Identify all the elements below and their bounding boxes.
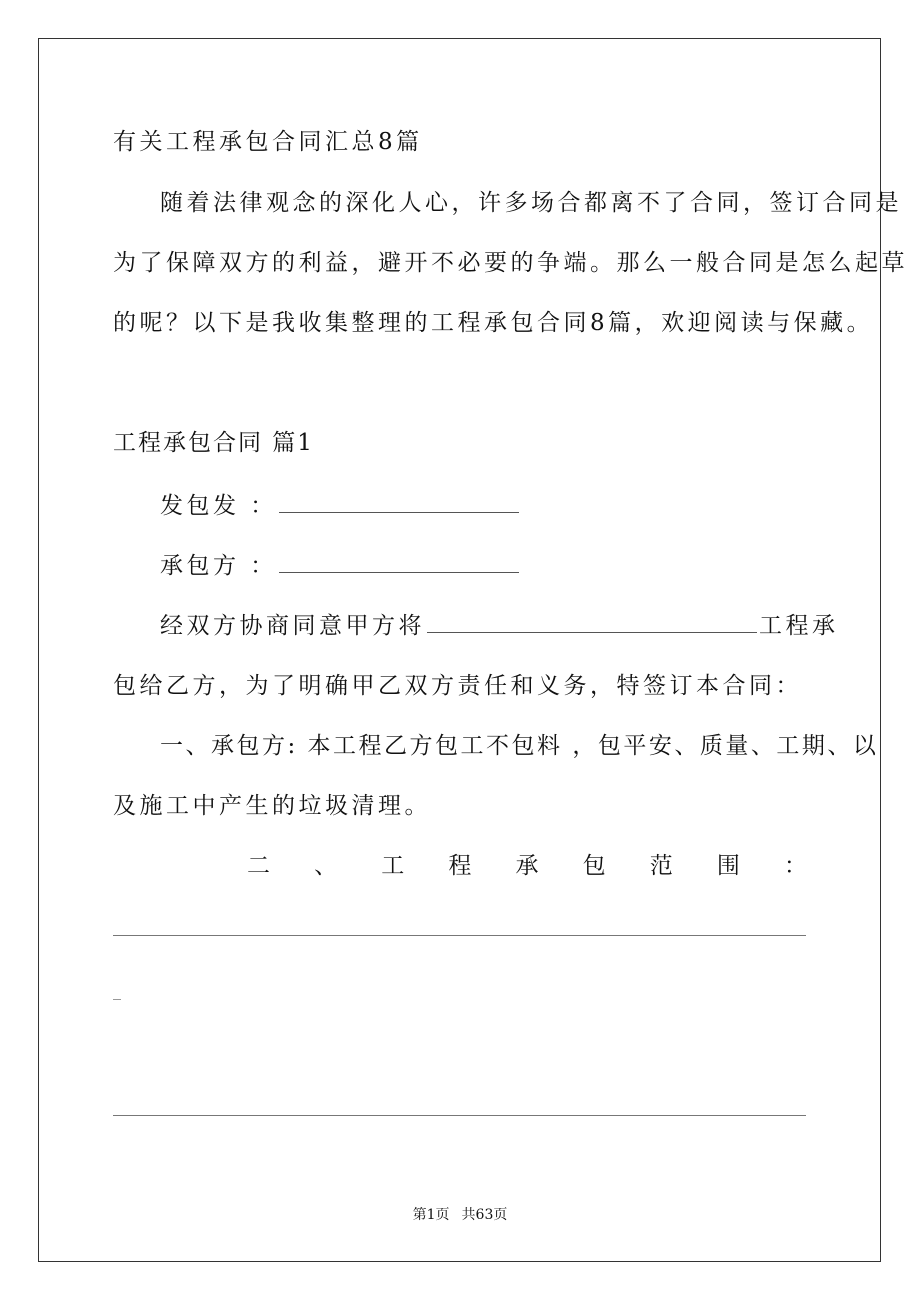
clause-2-char: 、 (314, 853, 338, 879)
intro-line-2: 为了保障双方的利益，避开不必要的争端。那么一般合同是怎么起草 (113, 250, 908, 276)
agreement-line-2: 包给乙方，为了明确甲乙双方责任和义务，特签订本合同： (113, 673, 802, 699)
agreement-line-1 (160, 610, 839, 640)
clause-2-char: 二 (247, 853, 270, 879)
project-name-blank[interactable] (427, 610, 757, 633)
clause-2-char: 包 (582, 853, 606, 879)
party-a-label: 发包发 ： (160, 493, 277, 519)
agreement-suffix: 工程承 (759, 613, 839, 639)
section-title: 工程承包合同 篇1 (113, 430, 314, 456)
clause-1-line-2: 及施工中产生的垃圾清理。 (113, 793, 431, 819)
scope-blank-line-2[interactable] (113, 1115, 806, 1116)
clause-2-char: 围 (716, 853, 740, 879)
clause-2-heading (247, 851, 807, 881)
party-a-blank[interactable] (279, 490, 519, 513)
page-footer (0, 1206, 920, 1224)
clause-1-line-1: 一、承包方: 本工程乙方包工不包料 ，包平安、质量、工期、以 (160, 733, 879, 759)
clause-2-char: 承 (515, 853, 539, 879)
agreement-prefix: 经双方协商同意甲方将 (160, 613, 425, 639)
page-number: 第1页 (412, 1207, 450, 1223)
clause-2-char: ： (784, 853, 807, 879)
intro-line-3: 的呢？以下是我收集整理的工程承包合同8篇，欢迎阅读与保藏。 (113, 310, 874, 336)
party-b-label: 承包方 ： (160, 553, 277, 579)
clause-2-char: 范 (649, 853, 673, 879)
document-title: 有关工程承包合同汇总8篇 (113, 129, 423, 155)
trailing-dash: _ (113, 981, 125, 1000)
clause-2-char: 工 (381, 853, 405, 879)
party-b-row (160, 550, 521, 580)
scope-blank-line-1[interactable] (113, 935, 806, 936)
clause-2-char: 程 (448, 853, 472, 879)
party-a-row (160, 490, 521, 520)
intro-line-1: 随着法律观念的深化人心，许多场合都离不了合同，签订合同是 (160, 190, 902, 216)
party-b-blank[interactable] (279, 550, 519, 573)
page-total: 共63页 (461, 1207, 508, 1223)
page-border (38, 38, 881, 1262)
